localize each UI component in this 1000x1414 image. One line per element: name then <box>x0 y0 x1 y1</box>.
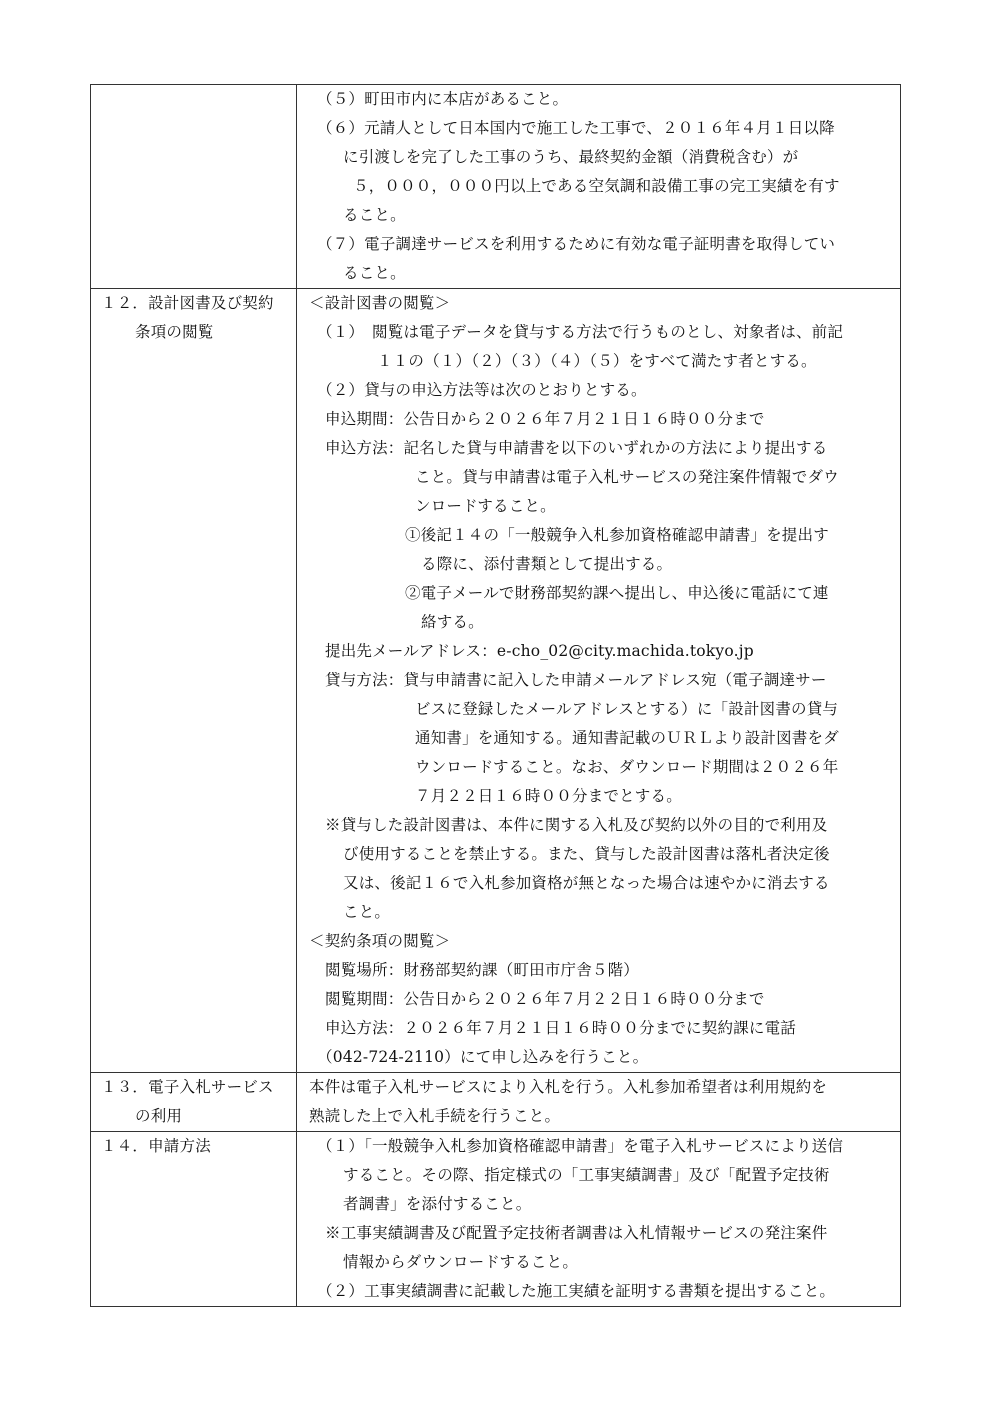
table-row-item-13-e-bidding <box>91 1073 901 1132</box>
content-line: すること。その際、指定様式の「工事実績調書」及び「配置予定技術 <box>343 1166 830 1184</box>
row-label-line: １２．設計図書及び契約 <box>101 294 274 312</box>
content-line: ウンロードすること。なお、ダウンロード期間は２０２６年 <box>415 758 839 776</box>
content-line: ※工事実績調書及び配置予定技術者調書は入札情報サービスの発注案件 <box>325 1224 828 1242</box>
content-line: 者調書」を添付すること。 <box>343 1195 532 1213</box>
content-line: １１の（１）（２）（３）（４）（５）をすべて満たす者とする。 <box>377 352 817 370</box>
content-line: （５）町田市内に本店があること。 <box>317 90 569 108</box>
content-line: に引渡しを完了した工事のうち、最終契約金額（消費税含む）が <box>343 148 799 166</box>
row-content-cell <box>297 1132 901 1307</box>
content-line: び使用することを禁止する。また、貸与した設計図書は落札者決定後 <box>343 845 830 863</box>
content-line: 申込方法：記名した貸与申請書を以下のいずれかの方法により提出する <box>325 439 828 457</box>
row-label-cell <box>91 1073 297 1132</box>
content-line: ること。 <box>343 264 406 282</box>
content-line: 閲覧期間：公告日から２０２６年７月２２日１６時００分まで <box>325 990 765 1008</box>
content-line: ること。 <box>343 206 406 224</box>
content-line: こと。貸与申請書は電子入札サービスの発注案件情報でダウ <box>415 468 839 486</box>
content-line: ②電子メールで財務部契約課へ提出し、申込後に電話にて連 <box>405 584 829 602</box>
content-line: （２）貸与の申込方法等は次のとおりとする。 <box>317 381 647 399</box>
row-label-line: １４．申請方法 <box>101 1137 211 1155</box>
content-line: 申込方法：２０２６年７月２１日１６時００分までに契約課に電話 <box>325 1019 797 1037</box>
row-content-cell <box>297 289 901 1073</box>
content-line: （042-724-2110）にて申し込みを行うこと。 <box>317 1048 649 1066</box>
table-row-requirements-continued <box>91 85 901 289</box>
row-label-cell <box>91 289 297 1073</box>
table-row-item-12-design-docs <box>91 289 901 1073</box>
content-line: （７）電子調達サービスを利用するために有効な電子証明書を取得してい <box>317 235 836 253</box>
content-line: ビスに登録したメールアドレスとする）に「設計図書の貸与 <box>415 700 839 718</box>
content-line: ※貸与した設計図書は、本件に関する入札及び契約以外の目的で利用及 <box>325 816 828 834</box>
row-content-cell <box>297 85 901 289</box>
content-line: 通知書」を通知する。通知書記載のＵＲＬより設計図書をダ <box>415 729 839 747</box>
content-line: 申込期間：公告日から２０２６年７月２１日１６時００分まで <box>325 410 765 428</box>
content-line: 閲覧場所：財務部契約課（町田市庁舎５階） <box>325 961 640 979</box>
document-table <box>90 84 901 1307</box>
row-label-cell <box>91 1132 297 1307</box>
content-line: 熟読した上で入札手続を行うこと。 <box>309 1107 561 1125</box>
row-content-cell <box>297 1073 901 1132</box>
content-line: 又は、後記１６で入札参加資格が無となった場合は速やかに消去する <box>343 874 830 892</box>
table-row-item-14-application <box>91 1132 901 1307</box>
content-line: 提出先メールアドレス：e-cho_02@city.machida.tokyo.jp <box>325 642 754 660</box>
content-line: こと。 <box>343 903 391 921</box>
content-line: （１） 閲覧は電子データを貸与する方法で行うものとし、対象者は、前記 <box>317 323 844 341</box>
row-label-line: 条項の閲覧 <box>135 323 214 341</box>
content-line: （１）「一般競争入札参加資格確認申請書」を電子入札サービスにより送信 <box>317 1137 844 1155</box>
content-line: ①後記１４の「一般競争入札参加資格確認申請書」を提出す <box>405 526 829 544</box>
document-table-container <box>90 84 898 1307</box>
content-line: る際に、添付書類として提出する。 <box>421 555 673 573</box>
content-line: 貸与方法：貸与申請書に記入した申請メールアドレス宛（電子調達サー <box>325 671 827 689</box>
content-line: 絡する。 <box>421 613 484 631</box>
row-label-cell <box>91 85 297 289</box>
row-label-line: １３．電子入札サービス <box>101 1078 274 1096</box>
content-line: ＜契約条項の閲覧＞ <box>309 932 451 950</box>
content-line: ＜設計図書の閲覧＞ <box>309 294 451 312</box>
row-label-line: の利用 <box>135 1107 183 1125</box>
content-line: 情報からダウンロードすること。 <box>343 1253 579 1271</box>
content-line: ンロードすること。 <box>415 497 556 515</box>
content-line: 本件は電子入札サービスにより入札を行う。入札参加希望者は利用規約を <box>309 1078 828 1096</box>
content-line: ７月２２日１６時００分までとする。 <box>415 787 682 805</box>
content-line: （６）元請人として日本国内で施工した工事で、２０１６年４月１日以降 <box>317 119 835 137</box>
content-line: （２）工事実績調書に記載した施工実績を証明する書類を提出すること。 <box>317 1282 836 1300</box>
content-line: ５，０００，０００円以上である空気調和設備工事の完工実績を有す <box>353 177 840 195</box>
